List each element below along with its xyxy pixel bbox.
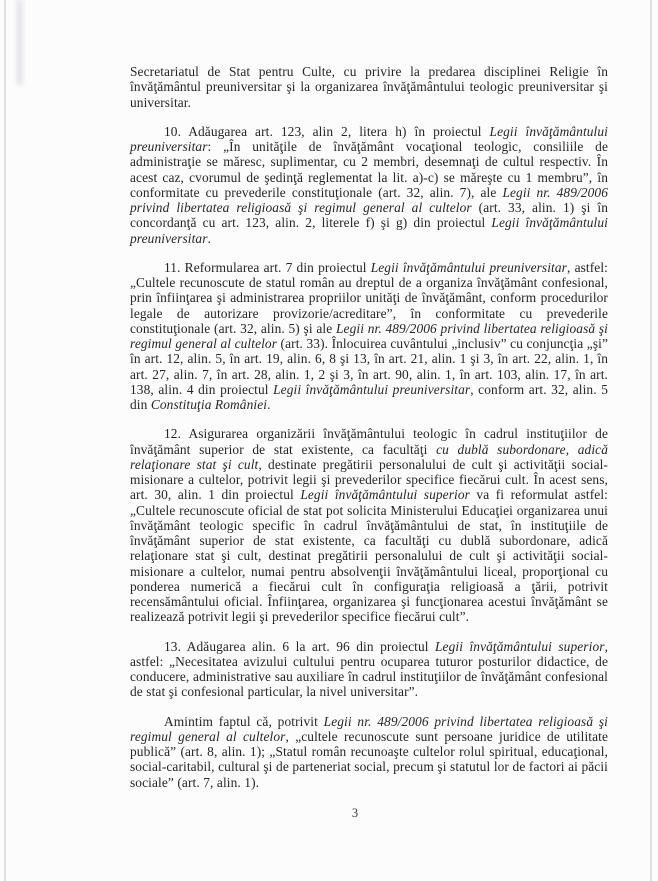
text-segment: (art. 33, alin. 1) şi în concordanţă cu art. 123, alin. 2, literele f) şi g) din proiectul [130,200,608,231]
text-segment: , astfel: „Cultele recunoscute de statul român au dreptul de a organiza învăţământ confesional, prin înfiinţarea şi administrarea propriilor unităţi de învăţământ, conform procedurilor legale de autorizare provizorie/acreditare”, în conformitate cu prevederile constituţionale (art. 32, alin. 5) şi ale [130,259,608,336]
paragraph [130,124,608,246]
paragraph [130,714,608,790]
scan-smudge [16,0,23,85]
text-segment-italic: Legii nr. 489/2006 privind libertatea religioasă şi regimul general al cultelor [130,320,609,351]
text-segment: , destinate pregătirii personalului de cult şi activităţii social-misionare a cultelor, potrivit legii şi prevederilor specifice fiecărui cult. În acest sens, art. 30, alin. 1 din proiectul [130,456,608,503]
text-segment-italic: Constituţia României [150,397,268,412]
paragraph [130,639,608,700]
text-segment: Secretariatul de Stat pentru Culte, cu privire la predarea disciplinei Religie în învăţământul preuniversitar şi la organizarea învăţământului teologic preuniversitar şi universitar. [130,64,608,110]
text-segment: Amintim faptul că, potrivit [164,713,324,729]
text-segment: . [207,230,211,246]
text-segment: , conform art. 32, alin. 5 din [130,381,608,412]
scan-edge-right [650,0,652,881]
text-segment-italic: cu dublă subordonare, adică relaţionare stat şi cult [130,441,608,472]
text-segment-italic: Legii nr. 489/2006 privind libertatea religioasă şi regimul general al cultelor [130,184,608,215]
text-segment-italic: Legii învăţământului preuniversitar [273,381,471,397]
paragraph [130,64,608,110]
text-block [130,64,608,804]
text-segment: 13. Adăugarea alin. 6 la art. 96 din proiectul [164,638,435,654]
text-segment: 10. Adăugarea art. 123, alin 2, litera h) în proiectul [164,123,490,139]
text-segment: 11. Reformularea art. 7 din proiectul [164,259,371,275]
text-segment-italic: Legii învăţământului preuniversitar [370,259,567,275]
text-segment: (art. 33). Înlocuirea cuvântului „inclusiv” cu conjuncţia „şi” în art. 12, alin. 5, în art. 19, alin. 6, 8 şi 13, în art. 21, alin. 1 şi 3, în art. 22, alin. 1, în art. 27, alin. 7, în art. 28, alin. 1, 2 şi 3, în art. 90, alin. 1, în art. 103, alin. 17, în art. 138, alin. 4 din proiectul [130,336,609,397]
text-segment: va fi reformulat astfel: „Cultele recunoscute oficial de stat pot solicita Ministerului Educaţiei organizarea unui învăţământ teologic specific în cadrul învăţământului de stat, în instituţiile de învăţământ superior de stat existente, ca facultăţi cu dublă subordonare, adică relaţionare stat şi cult, destinat pregătirii personalului de cult şi activităţii social-misionare a cultelor, numai pentru absolvenţii învăţământului liceal, proporţional cu ponderea numerică a fiecărui cult în configuraţia religioasă a ţării, potrivit recensământului oficial. Înfiinţarea, organizarea şi funcţionarea acestui învăţământ se realizează potrivit legii şi prevederilor specifice fiecărui cult”. [130,487,608,625]
scan-edge-left [4,0,6,881]
text-segment: , astfel: „Necesitatea avizului cultului pentru ocuparea tuturor posturilor didactice, de conducere, administrative sau auxiliare în cadrul instituţiilor de învăţământ confesional de stat şi confesional particular, la nivel universitar”. [130,638,609,700]
text-segment-italic: Legii învăţământului preuniversitar [130,123,608,154]
text-segment: : „În unităţile de învăţământ vocaţional teologic, consiliile de administraţie se măresc, suplimentar, cu 2 membri, desemnaţi de cultul respectiv. În acest caz, cvorumul de şedinţă reglementat la lit. a)-c) se măreşte cu 1 membru”, în conformitate cu prevederile constituţionale (art. 32, alin. 7), ale [130,139,608,200]
text-segment: , „cultele recunoscute sunt persoane juridice de utilitate publică” (art. 8, alin. 1); „Statul român recunoaşte cultelor rolul spiritual, educaţional, social-caritabil, cultural şi de parteneriat social, precum şi statutul lor de factori ai păcii sociale” (art. 7, alin. 1). [130,728,609,790]
page-number: 3 [351,806,359,820]
text-segment-italic: Legii învăţământului superior [300,487,470,503]
paragraph [130,426,608,624]
paragraph [130,260,608,413]
text-segment-italic: Legii învăţământului superior [435,638,605,654]
text-segment: 12. Asigurarea organizării învăţământului teologic în cadrul instituţiilor de învăţământ superior de stat existente, ca facultăţi [130,426,608,457]
text-segment-italic: Legii nr. 489/2006 privind libertatea religioasă şi regimul general al cultelor [130,713,608,744]
text-segment-italic: Legii învăţământului preuniversitar [130,215,608,246]
text-segment: . [267,397,271,412]
